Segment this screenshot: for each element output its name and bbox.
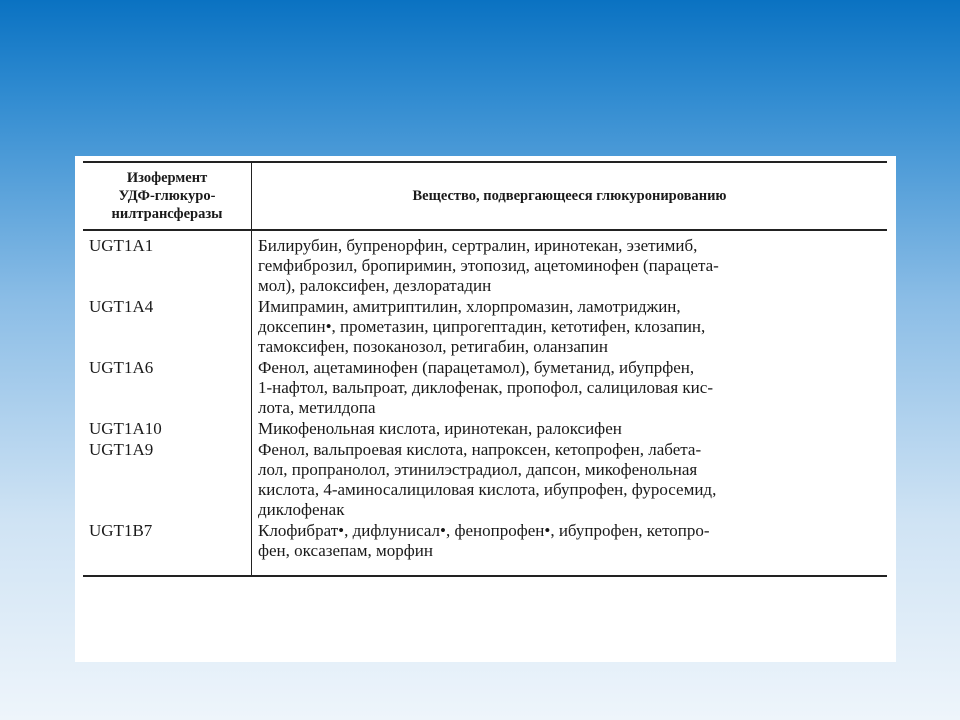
substance-line: гемфиброзил, бропиримин, этопозид, ацетоминофен (парацета- [258,256,719,275]
table-row [83,440,887,521]
header-isoenzyme [83,163,252,230]
substance-line: Фенол, ацетаминофен (парацетамол), буметанид, ибупрфен, [258,358,695,377]
enzyme-cell: UGT1A10 [83,419,252,440]
enzyme-cell: UGT1A9 [83,440,252,521]
substance-cell [252,358,888,419]
table-header-row [83,163,887,230]
table-row [83,419,887,440]
substance-cell [252,230,888,297]
table-row [83,358,887,419]
substance-line: доксепин•, прометазин, ципрогептадин, кетотифен, клозапин, [258,317,706,336]
table-row [83,521,887,576]
substance-line: фен, оксазепам, морфин [258,541,433,560]
header-isoenzyme-line-1: Изофермент [126,170,208,186]
substance-line: 1-нафтол, вальпроат, диклофенак, пропофол, салициловая кис- [258,378,713,397]
enzyme-cell: UGT1A6 [83,358,252,419]
substance-cell [252,440,888,521]
substance-line: тамоксифен, позоканозол, ретигабин, оланзапин [258,337,608,356]
substance-line: лол, пропранолол, этинилэстрадиол, дапсон, микофенольная [258,460,698,479]
substance-line: Имипрамин, амитриптилин, хлорпромазин, ламотриджин, [258,297,681,316]
glucuronidation-table [83,161,887,577]
substance-line: Билирубин, бупренорфин, сертралин, иринотекан, эзетимиб, [258,236,698,255]
table-sheet [75,156,896,662]
substance-cell [252,297,888,358]
substance-line: мол), ралоксифен, дезлоратадин [258,276,492,295]
enzyme-cell: UGT1A1 [83,230,252,297]
substance-cell [252,419,888,440]
substance-line: Клофибрат•, дифлунисал•, фенопрофен•, ибупрофен, кетопро- [258,521,710,540]
substance-line: Микофенольная кислота, иринотекан, ралоксифен [258,419,622,438]
header-isoenzyme-line-3: нилтрансферазы [111,206,223,222]
enzyme-cell: UGT1B7 [83,521,252,576]
substance-line: Фенол, вальпроевая кислота, напроксен, кетопрофен, лабета- [258,440,702,459]
table-row [83,297,887,358]
header-substance: Вещество, подвергающееся глюкуронированию [252,163,888,230]
table-row [83,230,887,297]
header-isoenzyme-line-2: УДФ-глюкуро- [118,188,216,204]
substance-line: диклофенак [258,500,345,519]
substance-line: кислота, 4-аминосалициловая кислота, ибупрофен, фуросемид, [258,480,717,499]
substance-line: лота, метилдопа [258,398,376,417]
enzyme-cell: UGT1A4 [83,297,252,358]
substance-cell [252,521,888,576]
